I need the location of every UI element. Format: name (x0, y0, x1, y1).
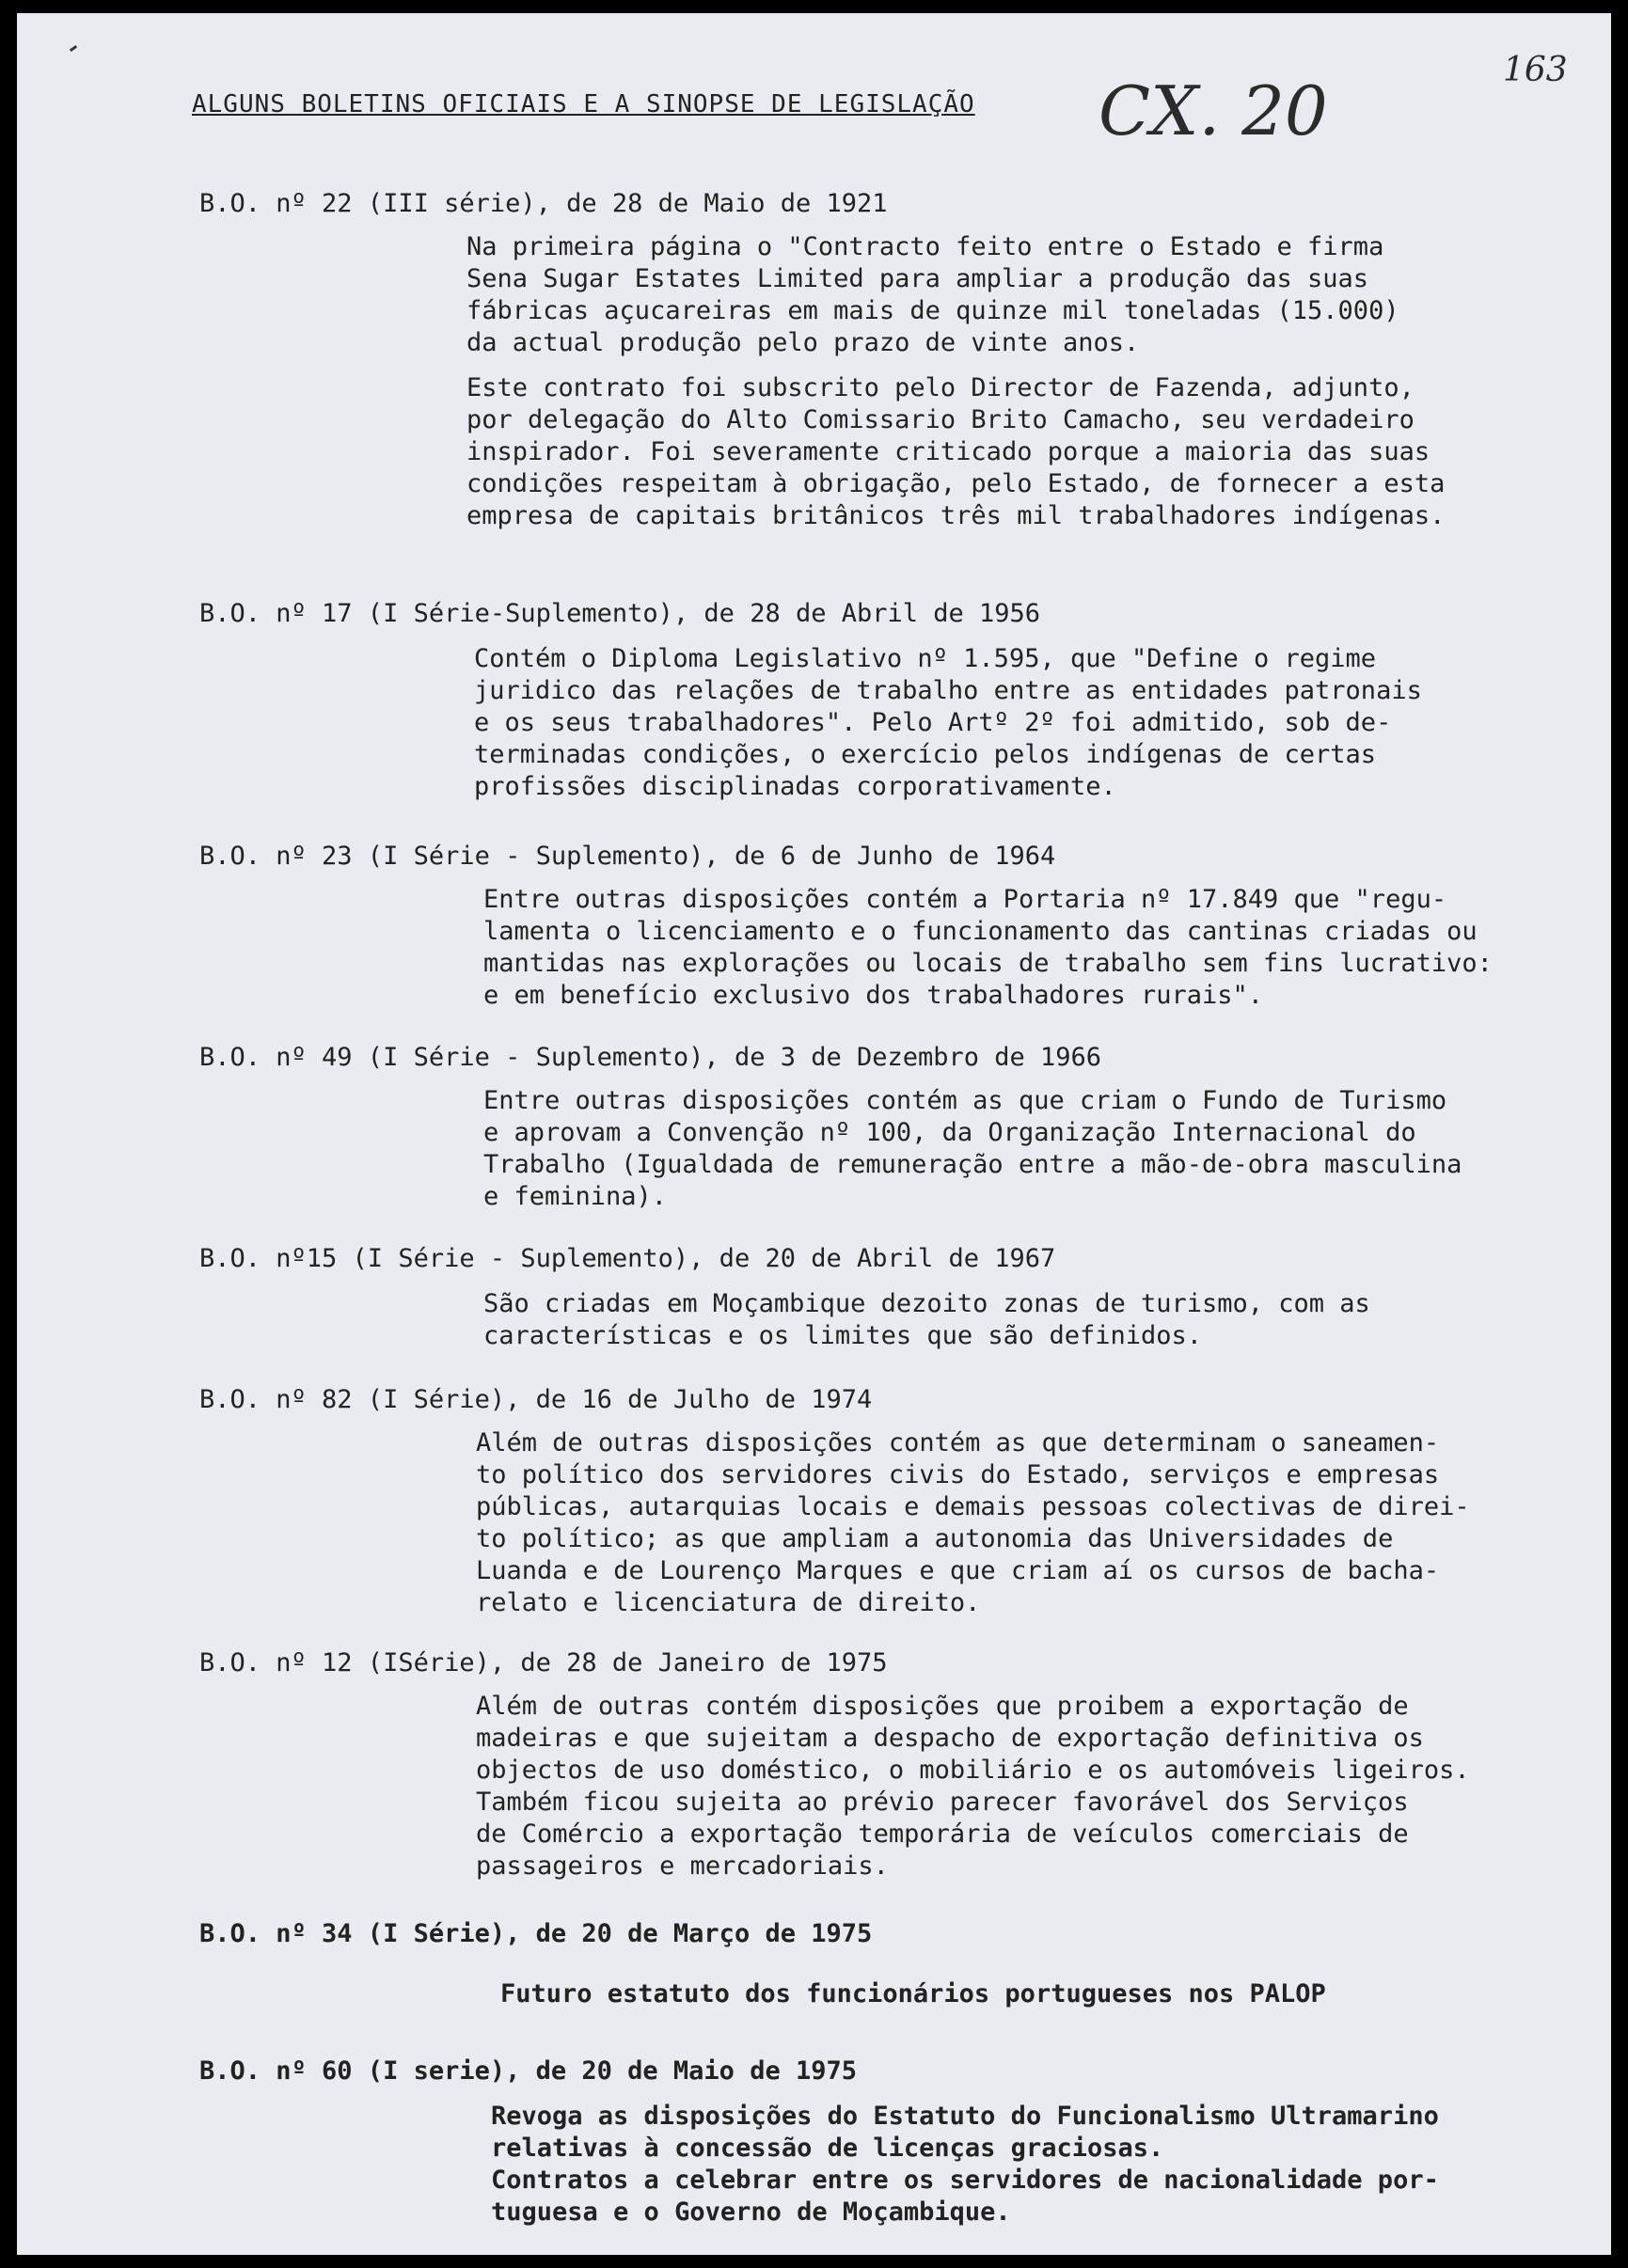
entry-line: Trabalho (Igualdada de remuneração entre a mão-de-obra masculina (483, 1150, 1462, 1179)
entry-line: e feminina). (483, 1182, 668, 1211)
entry-line: passageiros e mercadoriais. (476, 1851, 889, 1881)
entry-body (466, 372, 1445, 532)
entry-line: São criadas em Moçambique dezoito zonas de turismo, com as (483, 1289, 1370, 1318)
handwritten-page-number: 163 (1503, 51, 1568, 89)
document-title: ALGUNS BOLETINS OFICIAIS E A SINOPSE DE LEGISLAÇÃO (192, 90, 975, 118)
entry-heading: B.O. nº 49 (I Série - Suplemento), de 3 de Dezembro de 1966 (199, 1043, 1102, 1072)
entry-line: relato e licenciatura de direito. (476, 1588, 981, 1617)
entry-heading: B.O. nº 34 (I Série), de 20 de Março de 1975 (199, 1919, 873, 1948)
entry-body (476, 1691, 1470, 1882)
entry-heading: B.O. nº15 (I Série - Suplemento), de 20 de Abril de 1967 (199, 1244, 1056, 1273)
entry-line: Sena Sugar Estates Limited para ampliar a produção das suas (466, 264, 1369, 293)
entry-line: tuguesa e o Governo de Moçambique. (491, 2197, 1011, 2227)
entry-line: Contém o Diploma Legislativo nº 1.595, que "Define o regime (474, 644, 1377, 673)
entry-line: e aprovam a Convenção nº 100, da Organização Internacional do (483, 1118, 1416, 1147)
entry-line: mantidas nas explorações ou locais de trabalho sem fins lucrativo: (483, 949, 1493, 978)
entry-line: e em benefício exclusivo dos trabalhadores rurais". (483, 981, 1264, 1010)
entry-line: to político dos servidores civis do Estado, serviços e empresas (476, 1460, 1440, 1489)
entry-line: Na primeira página o "Contracto feito entre o Estado e firma (466, 232, 1384, 261)
entry-line: Este contrato foi subscrito pelo Director de Fazenda, adjunto, (466, 373, 1415, 402)
entry-body (483, 884, 1493, 1012)
entry-line: Além de outras contém disposições que proibem a exportação de (476, 1692, 1409, 1721)
document-page (17, 13, 1611, 2255)
entry-line: Entre outras disposições contém a Portaria nº 17.849 que "regu- (483, 885, 1447, 914)
entry-line: terminadas condições, o exercício pelos indígenas de certas (474, 740, 1377, 769)
handwritten-box-number: CX. 20 (1099, 71, 1328, 150)
entry-line: condições respeitam à obrigação, pelo Estado, de fornecer a esta (466, 469, 1446, 498)
entry-line: Revoga as disposições do Estatuto do Funcionalismo Ultramarino (491, 2102, 1439, 2131)
entry-line: lamenta o licenciamento e o funcionamento das cantinas criadas ou (483, 917, 1478, 946)
entry-line: objectos de uso doméstico, o mobiliário e os automóveis ligeiros. (476, 1756, 1470, 1785)
entry-line: e os seus trabalhadores". Pelo Artº 2º foi admitido, sob de- (474, 708, 1392, 737)
entry-line: Contratos a celebrar entre os servidores de nacionalidade por- (491, 2166, 1439, 2195)
entry-body (491, 2101, 1439, 2229)
entry-line: características e os limites que são definidos. (483, 1321, 1203, 1350)
entry-heading: B.O. nº 60 (I serie), de 20 de Maio de 1975 (199, 2056, 857, 2086)
entry-body (474, 643, 1422, 803)
ink-mark (70, 45, 77, 52)
entry-heading: B.O. nº 23 (I Série - Suplemento), de 6 de Junho de 1964 (199, 842, 1056, 871)
entry-body (483, 1085, 1462, 1213)
entry-heading: B.O. nº 22 (III série), de 28 de Maio de 1921 (199, 189, 888, 218)
entry-line: por delegação do Alto Comissario Brito Camacho, seu verdadeiro (466, 405, 1415, 434)
entry-heading: B.O. nº 12 (ISérie), de 28 de Janeiro de 1975 (199, 1648, 888, 1677)
entry-body (483, 1288, 1370, 1352)
entry-line: inspirador. Foi severamente criticado porque a maioria das suas (466, 437, 1430, 466)
entry-line: empresa de capitais britânicos três mil trabalhadores indígenas. (466, 501, 1446, 530)
entry-line: Futuro estatuto dos funcionários portugueses nos PALOP (500, 1979, 1326, 2008)
entry-line: fábricas açucareiras em mais de quinze mil toneladas (15.000) (466, 296, 1399, 325)
entry-line: públicas, autarquias locais e demais pessoas colectivas de direi- (476, 1492, 1470, 1521)
entry-line: madeiras e que sujeitam a despacho de exportação definitiva os (476, 1724, 1424, 1753)
entry-line: Luanda e de Lourenço Marques e que criam aí os cursos de bacha- (476, 1556, 1440, 1585)
entry-heading: B.O. nº 17 (I Série-Suplemento), de 28 de Abril de 1956 (199, 599, 1041, 628)
entry-body (500, 1978, 1326, 2010)
entry-line: da actual produção pelo prazo de vinte anos. (466, 328, 1140, 357)
entry-line: Também ficou sujeita ao prévio parecer favorável dos Serviços (476, 1788, 1409, 1817)
entry-line: de Comércio a exportação temporária de veículos comerciais de (476, 1819, 1409, 1849)
entry-line: juridico das relações de trabalho entre as entidades patronais (474, 676, 1422, 705)
entry-heading: B.O. nº 82 (I Série), de 16 de Julho de 1974 (199, 1385, 873, 1414)
entry-body (476, 1427, 1470, 1619)
entry-line: profissões disciplinadas corporativamente. (474, 772, 1116, 801)
entry-line: to político; as que ampliam a autonomia das Universidades de (476, 1524, 1394, 1553)
entry-line: relativas à concessão de licenças graciosas. (491, 2134, 1164, 2163)
entry-body (466, 231, 1399, 359)
entry-line: Entre outras disposições contém as que criam o Fundo de Turismo (483, 1086, 1447, 1115)
entry-line: Além de outras disposições contém as que determinam o saneamen- (476, 1428, 1440, 1457)
